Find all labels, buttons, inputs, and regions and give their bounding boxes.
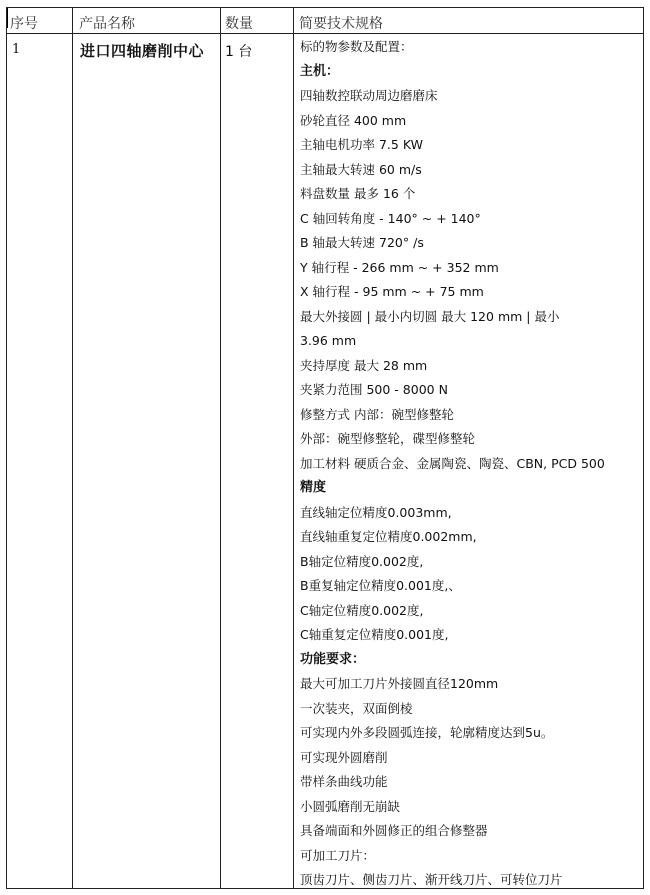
spec-line: 小圆弧磨削无崩缺 (300, 798, 401, 814)
spec-line: 主轴最大转速 60 m/s (300, 161, 422, 177)
spec-line: 砂轮直径 400 mm (300, 112, 407, 128)
spec-line: 加工材料 硬质合金、金属陶瓷、陶瓷、CBN, PCD 500 (300, 455, 605, 471)
spec-line: B 轴最大转速 720° /s (300, 235, 424, 250)
spec-line: 具备端面和外圆修正的组合修整器 (300, 823, 488, 838)
spec-line: C 轴回转角度 - 140° ~ + 140° (300, 210, 481, 226)
spec-table (6, 7, 644, 889)
spec-line: 料盘数量 最多 16 个 (300, 186, 416, 201)
spec-line: 功能要求： (300, 651, 366, 667)
product-name: 进口四轴磨削中心 (80, 42, 205, 60)
quantity: 1 台 (225, 44, 253, 60)
spec-line: 精度 (300, 480, 327, 495)
spec-line: B重复轴定位精度0.001度,、 (300, 578, 461, 593)
spec-line: 外部：碗型修整轮，碟型修整轮 (300, 431, 476, 446)
spec-line: 直线轴重复定位精度0.002mm, (300, 529, 477, 544)
spec-line: Y 轴行程 - 266 mm ~ + 352 mm (300, 259, 499, 275)
column-divider (220, 8, 221, 888)
spec-line: 最大可加工刀片外接圆直径120mm (300, 676, 499, 691)
spec-line: 夹紧力范围 500 - 8000 N (300, 382, 448, 397)
spec-line: 3.96 mm (300, 333, 357, 348)
header-quantity: 数量 (225, 16, 253, 32)
spec-line: 可实现外圆磨削 (300, 749, 388, 765)
column-divider (293, 8, 294, 888)
spec-line: C轴定位精度0.002度, (300, 602, 424, 618)
column-divider (72, 8, 73, 888)
header-spec: 简要技术规格 (299, 16, 383, 32)
spec-line: 可实现内外多段圆弧连接，轮廓精度达到5u。 (300, 725, 554, 740)
text-cursor (7, 8, 8, 28)
spec-line: 顶齿刀片、侧齿刀片、渐开线刀片、可转位刀片 (300, 872, 563, 887)
row-number: 1 (12, 42, 21, 57)
spec-line: 修整方式 内部：碗型修整轮 (300, 406, 454, 422)
spec-line: 带样条曲线功能 (300, 774, 388, 789)
spec-line: 一次装夹，双面倒棱 (300, 700, 413, 716)
spec-line: 标的物参数及配置： (300, 39, 413, 54)
spec-list (300, 35, 643, 893)
spec-line: 最大外接圆 | 最小内切圆 最大 120 mm | 最小 (300, 308, 560, 324)
spec-line: 直线轴定位精度0.003mm, (300, 504, 452, 520)
header-product-name: 产品名称 (79, 16, 135, 32)
spec-line: 四轴数控联动周边磨磨床 (300, 88, 438, 103)
spec-line: C轴重复定位精度0.001度, (300, 627, 449, 642)
spec-line: 可加工刀片： (300, 847, 376, 863)
spec-line: B轴定位精度0.002度, (300, 553, 424, 569)
spec-line: X 轴行程 - 95 mm ~ + 75 mm (300, 284, 484, 299)
spec-line: 主轴电机功率 7.5 KW (300, 137, 423, 152)
spec-line: 主机： (300, 63, 340, 79)
spec-line: 夹持厚度 最大 28 mm (300, 357, 428, 373)
header-divider (7, 33, 643, 34)
header-no: 序号 (10, 16, 38, 32)
